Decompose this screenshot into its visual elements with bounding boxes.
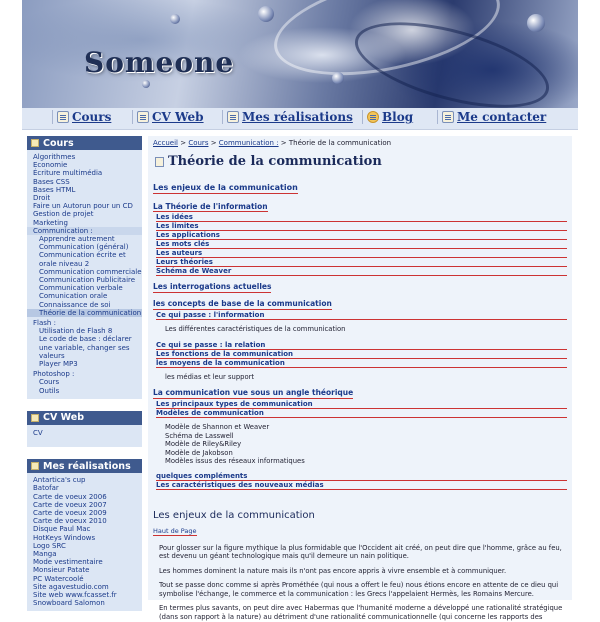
sidebar-cv-box [27,425,142,447]
toc-link-interrogations[interactable]: Les interrogations actuelles [153,282,272,291]
sidebar-subitem[interactable]: Connaissance de soi [39,300,111,309]
card-icon [31,414,39,422]
nav-contact-label[interactable]: Me contacter [457,110,547,124]
nav-blog[interactable] [362,110,413,124]
sidebar-cv-header [27,411,142,425]
toc-heading-theorie[interactable]: La Théorie de l'information [153,202,268,211]
folder-icon [31,462,39,470]
sidebar-item[interactable]: Gestion de projet [33,210,94,219]
sidebar-cours-header [27,136,142,150]
sidebar-item[interactable]: Site web www.fcasset.fr [33,590,117,599]
toc-text: Modèle de Shannon et Weaver [165,423,270,431]
sidebar-realisations-header [27,459,142,473]
bullet-icon [367,111,379,123]
sidebar-group-flash: Flash : [33,319,56,328]
paragraph: Les hommes dominent la nature mais ils n'ont pas encore appris à vivre ensemble et à communiquer. [159,566,507,575]
sidebar-subitem[interactable]: Utilisation de Flash 8 [39,327,113,336]
toc-link[interactable]: Les applications [156,231,567,240]
toc-link[interactable]: Les fonctions de la communication [156,350,567,359]
toc-text: Modèle de Riley&Riley [165,440,242,448]
sidebar-item[interactable]: CV [33,428,43,437]
sidebar-item[interactable]: Carte de voeux 2010 [33,517,107,526]
nav-separator [437,110,438,124]
nav-separator [132,110,133,124]
nav-cv-web-label[interactable]: CV Web [152,110,204,124]
sidebar-item[interactable]: Droit [33,194,51,203]
sidebar-item[interactable]: PC Watercoolé [33,574,84,583]
sidebar-item[interactable]: Antartica's cup [33,476,86,485]
sidebar-subitem[interactable]: Outils [39,386,60,395]
sidebar-item[interactable]: Manga [33,549,57,558]
nav-contact[interactable] [437,110,546,124]
sidebar-item[interactable]: Logo SRC [33,541,66,550]
toc-text: les médias et leur support [165,372,255,381]
breadcrumb-home[interactable]: Accueil [153,139,178,147]
sidebar-item[interactable]: Bases HTML [33,185,76,194]
toc-text: Modèles issus des réseaux informatiques [165,457,305,465]
nav-cours-label[interactable]: Cours [72,110,112,124]
breadcrumb-current: Théorie de la communication [288,139,392,147]
toc-link[interactable]: Les principaux types de communication [156,400,567,409]
sidebar-realisations-title: Mes réalisations [43,460,131,472]
main-navigation [22,108,578,130]
site-title: Someone [84,46,235,79]
nav-separator [222,110,223,124]
page-title [155,154,567,169]
nav-realisations[interactable] [222,110,353,124]
nav-blog-label[interactable]: Blog [382,110,414,124]
toc-link[interactable]: Les auteurs [156,249,567,258]
breadcrumb-cours[interactable]: Cours [188,139,209,147]
sidebar-subitem[interactable]: Player MP3 [39,360,78,369]
section-title: Les enjeux de la communication [153,509,315,521]
sidebar-subitem[interactable]: Communication Publicitaire [39,276,136,285]
sidebar-subitem-active[interactable]: Théorie de la communication [27,309,142,317]
sidebar-group-photoshop: Photoshop : [33,370,75,379]
document-icon [155,157,164,167]
sidebar-item[interactable]: Site agavestudio.com [33,582,109,591]
sidebar-item[interactable]: Algorithmes [33,153,76,161]
toc-link[interactable]: Leurs théories [156,258,567,267]
nav-realisations-label[interactable]: Mes réalisations [242,110,353,124]
sidebar-subitem[interactable]: Le code de base : déclarer une variable, changer ses valeurs [39,335,132,360]
nav-cv-web[interactable] [132,110,204,124]
breadcrumb-separator: > [278,139,289,147]
sidebar-item[interactable]: Snowboard Salomon [33,599,105,608]
sidebar-group-communication[interactable]: Communication : [27,227,142,235]
toc-link[interactable]: Modèles de communication [156,409,567,418]
paragraph: En termes plus savants, on peut dire avec Habermas que l'humanité moderne a développé une rationalité stratégique (dans son rapport à la nature) au détriment d'une rationalité communicationnelle (qui concerne les rapports des [159,604,563,622]
sidebar-subitem[interactable]: Communication commerciale [39,267,142,276]
sidebar-item[interactable]: Mode vestimentaire [33,558,103,567]
sidebar-realisations-box [27,473,142,611]
paragraph: Pour glosser sur la figure mythique la plus formidable que l'Occident ait créé, on peut dire que l'homme, grâce au feu, est devenu un géant technologique mais qu'il demeure un nain politique. [159,543,562,561]
toc-link[interactable]: Les limites [156,222,567,231]
sidebar-item[interactable]: Monsieur Patate [33,566,90,575]
sidebar-item[interactable]: Marketing [33,218,68,227]
sidebar-subitem[interactable]: Communication écrite et orale niveau 2 [39,251,126,268]
paragraph: Tout se passe donc comme si après Prométhée (qui nous a offert le feu) nous étions encore en attente de ce dieu qui symbolise l'échange, le commerce et la communication : les Grecs l'appelaient Hermès, les Romains Mercure. [159,581,559,598]
page-title-text: Théorie de la communication [168,154,382,169]
sidebar-cours-box [27,150,142,399]
breadcrumb [153,139,567,147]
main-content [148,136,572,622]
sidebar-subitem[interactable]: Apprendre autrement [39,235,115,244]
nav-separator [52,110,53,124]
nav-cours[interactable] [52,110,111,124]
toc-link[interactable]: Les idées [156,213,567,222]
folder-icon [227,111,239,123]
back-to-top-link[interactable]: Haut de Page [153,526,197,535]
sidebar-item[interactable]: Bases CSS [33,177,70,186]
sidebar-item[interactable]: Écriture multimédia [33,169,103,178]
toc-link[interactable]: Les caractéristiques des nouveaux médias [156,481,567,490]
breadcrumb-separator: > [208,139,219,147]
sidebar [27,136,142,611]
toc-text: Modèle de Jakobson [165,448,233,457]
mail-icon [442,111,454,123]
nav-separator [362,110,363,124]
toc-link[interactable]: Ce qui passe : l'information [156,311,567,320]
card-icon [137,111,149,123]
sidebar-item[interactable]: Carte de voeux 2007 [33,500,107,509]
sidebar-item[interactable]: Carte de voeux 2009 [33,508,107,517]
toc-link[interactable]: Ce qui se passe : la relation [156,341,567,350]
sidebar-item[interactable]: HotKeys Windows [33,533,96,542]
sidebar-cv-title: CV Web [43,412,85,424]
sidebar-item[interactable]: Batofar [33,484,59,493]
breadcrumb-communication[interactable]: Communication : [218,139,279,147]
toc-link[interactable]: Schéma de Weaver [156,267,567,276]
document-icon [57,111,69,123]
sidebar-item[interactable]: Economie [33,161,68,170]
sidebar-subitem[interactable]: Communication verbale [39,284,123,293]
sidebar-item[interactable]: Disque Paul Mac [33,525,91,534]
document-icon [31,139,39,147]
sidebar-subitem[interactable]: Cours [39,378,60,387]
toc-link[interactable]: quelques compléments [156,472,567,481]
sidebar-item[interactable]: Carte de voeux 2006 [33,492,107,501]
toc-link[interactable]: les moyens de la communication [156,359,567,368]
toc-link-enjeux[interactable]: Les enjeux de la communication [153,183,298,192]
toc-link[interactable]: Les mots clés [156,240,567,249]
toc-link-angle[interactable]: La communication vue sous un angle théorique [153,388,354,397]
sidebar-subitem[interactable]: Communication (général) [39,243,129,252]
sidebar-cours-title: Cours [43,137,74,149]
toc-text: Schéma de Lasswell [165,431,234,440]
toc-text: Les différentes caractéristiques de la communication [165,325,346,333]
sidebar-item[interactable]: Faire un Autorun pour un CD [33,202,133,211]
sidebar-subitem[interactable]: Comunication orale [39,292,108,301]
toc-link-concepts[interactable]: les concepts de base de la communication [153,299,332,308]
breadcrumb-separator: > [178,139,189,147]
header-banner [22,0,578,108]
